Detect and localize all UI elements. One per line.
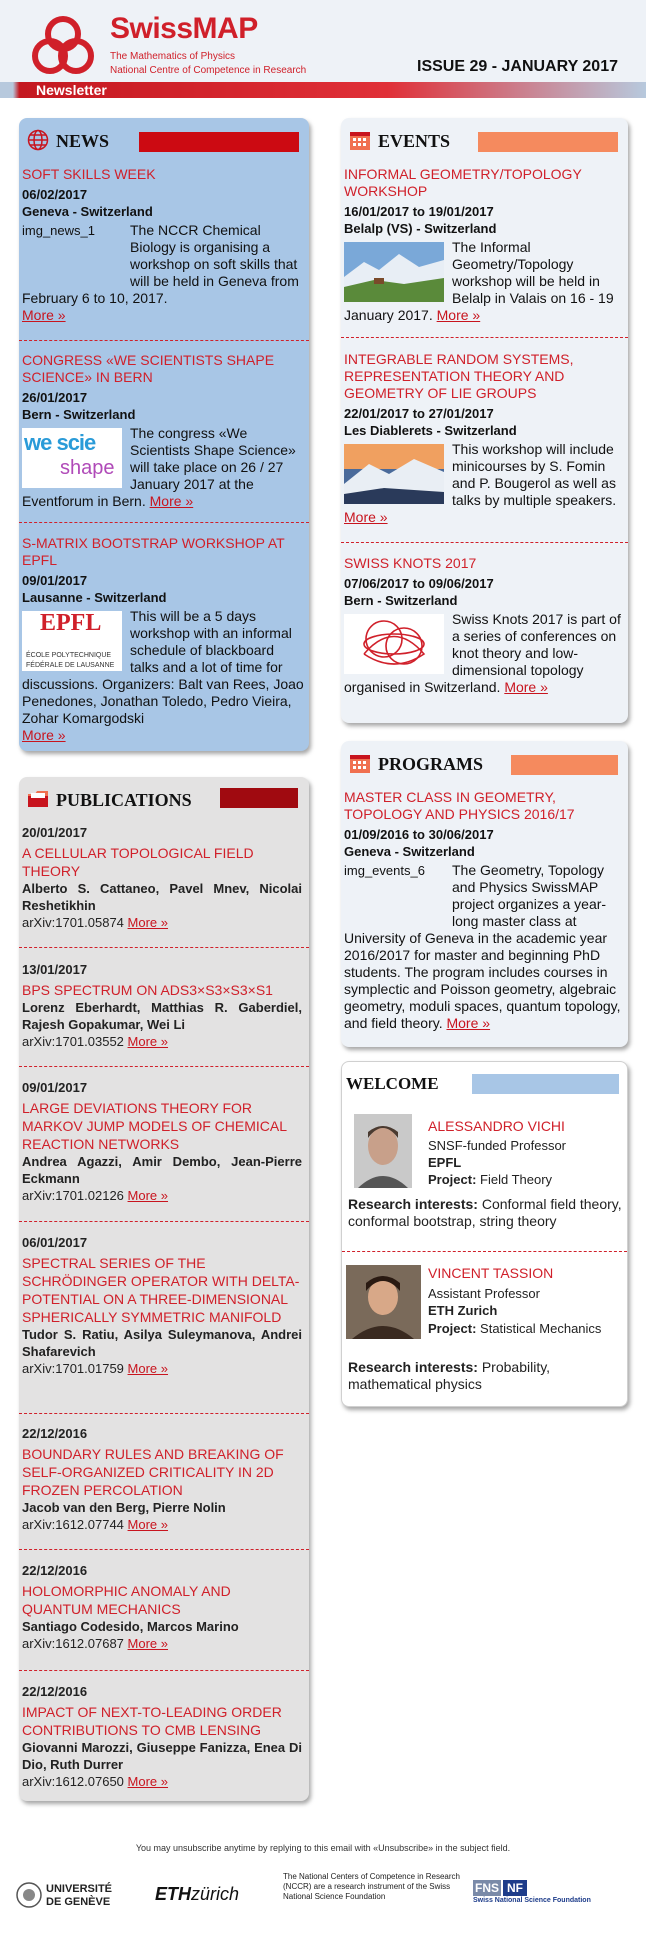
news-item-body: The congress «We Scientists Shape Science» will take place on 26 / 27 January 2017 at the Eventforum in Bern.	[22, 425, 296, 509]
events-panel	[341, 118, 628, 723]
events-title: EVENTS	[378, 131, 451, 151]
more-link[interactable]: More »	[127, 1188, 169, 1203]
news-title: NEWS	[56, 131, 110, 151]
person-role: SNSF-funded Professor	[428, 1138, 567, 1153]
brand-subtitle: The Mathematics of Physics	[110, 51, 236, 62]
event-item-location: Belalp (VS) - Switzerland	[344, 221, 497, 236]
event-date-to: 27/01/2017	[428, 406, 494, 421]
news-item-title[interactable]: S-MATRIX BOOTSTRAP WORKSHOP AT EPFL	[22, 535, 285, 568]
eth-text: ETH	[155, 1884, 191, 1904]
news-item-date: 06/02/2017	[22, 187, 88, 202]
welcome-title: WELCOME	[346, 1074, 439, 1093]
project-label: Project:	[428, 1172, 477, 1187]
program-item-location: Geneva - Switzerland	[344, 844, 475, 859]
event-date-to-word: to	[412, 406, 425, 421]
divider	[19, 340, 309, 341]
epfl-logo	[22, 611, 122, 671]
arxiv-id: arXiv:1701.03552	[22, 1034, 124, 1049]
event-item-title[interactable]: INFORMAL GEOMETRY/TOPOLOGY WORKSHOP	[344, 166, 582, 199]
person-name[interactable]: VINCENT TASSION	[428, 1265, 554, 1281]
divider	[341, 542, 628, 543]
event-item	[344, 555, 624, 696]
event-item-body: Swiss Knots 2017 is part of a series of conferences on knot theory and low-dimensional topology organised in Switzerland.	[344, 611, 621, 695]
divider	[19, 1066, 309, 1067]
mountain-photo	[344, 242, 444, 302]
nccr-note: The National Centers of Competence in Research (NCCR) are a research instrument of the Swiss National Science Foundation	[283, 1872, 460, 1901]
event-item-location: Bern - Switzerland	[344, 593, 458, 608]
event-item-body: This workshop will include minicourses by S. Fomin and P. Bougerol as well as talks by multiple speakers.	[452, 441, 617, 508]
publication-date: 20/01/2017	[22, 825, 88, 840]
news-image-placeholder: img_news_1	[22, 223, 95, 238]
event-date-to-word: to	[412, 204, 425, 219]
snsf-text: Swiss National Science Foundation	[473, 1897, 591, 1904]
calendar-icon	[349, 752, 371, 774]
news-item-body: The NCCR Chemical Biology is organising a workshop on soft skills that will be held in Geneva from February 6 to 10, 2017.	[22, 222, 299, 306]
epfl-logo-line-2: FÉDÉRALE DE LAUSANNE	[26, 662, 115, 669]
divider	[342, 1251, 627, 1252]
unige-text-1: UNIVERSITÉ	[46, 1883, 113, 1895]
arxiv-id: arXiv:1701.05874	[22, 915, 124, 930]
program-date-from: 01/09/2016	[344, 827, 410, 842]
divider	[19, 1549, 309, 1550]
news-item-location: Lausanne - Switzerland	[22, 590, 167, 605]
welcome-header-bar	[472, 1074, 619, 1094]
interests-label: Research interests:	[348, 1196, 478, 1212]
news-panel	[19, 118, 309, 751]
publications-panel	[19, 777, 309, 1801]
congress-logo-text: we scie	[24, 430, 96, 455]
news-item-body: This will be a 5 days workshop with an informal schedule of blackboard talks and a lot of time for discussions. Organizers: Balt van Rees, Joao Penedones, Jonathan Toledo, Pedro Vieira, Zohar Komargodski	[22, 608, 304, 726]
more-link[interactable]: More »	[446, 1015, 491, 1031]
news-item-date: 26/01/2017	[22, 390, 88, 405]
divider	[19, 522, 309, 523]
person-photo	[354, 1114, 412, 1188]
event-item-title[interactable]: INTEGRABLE RANDOM SYSTEMS, REPRESENTATION THEORY AND GEOMETRY OF LIE GROUPS	[344, 351, 574, 401]
more-link[interactable]: More »	[149, 493, 194, 509]
more-link[interactable]: More »	[344, 509, 388, 525]
project-label: Project:	[428, 1321, 477, 1336]
more-link[interactable]: More »	[504, 679, 548, 695]
welcome-panel	[341, 1061, 628, 1407]
publication-title[interactable]: BOUNDARY RULES AND BREAKING OF SELF-ORGANIZED CRITICALITY IN 2D FROZEN PERCOLATION	[22, 1446, 284, 1498]
news-item-title[interactable]: CONGRESS «WE SCIENTISTS SHAPE SCIENCE» IN BERN	[22, 352, 275, 385]
more-link[interactable]: More »	[436, 307, 481, 323]
unige-text-2: DE GENÈVE	[46, 1896, 111, 1908]
event-item-title[interactable]: SWISS KNOTS 2017	[344, 555, 477, 571]
publication-title[interactable]: BPS SPECTRUM ON ADS3×S3×S3×S1	[22, 982, 273, 998]
publication-title[interactable]: A CELLULAR TOPOLOGICAL FIELD THEORY	[22, 845, 254, 879]
more-link[interactable]: More »	[22, 307, 66, 323]
event-item-location: Les Diablerets - Switzerland	[344, 423, 517, 438]
publication-date: 13/01/2017	[22, 962, 88, 977]
publication-title[interactable]: SPECTRAL SERIES OF THE SCHRÖDINGER OPERATOR WITH DELTA-POTENTIAL ON A THREE-DIMENSIONAL SPHERICALLY SYMMETRIC MANIFOLD	[22, 1255, 300, 1325]
arxiv-id: arXiv:1612.07650	[22, 1774, 124, 1789]
brand-title: SwissMAP	[110, 12, 258, 45]
more-link[interactable]: More »	[127, 1034, 169, 1049]
publication-title[interactable]: IMPACT OF NEXT-TO-LEADING ORDER CONTRIBUTIONS TO CMB LENSING	[22, 1704, 282, 1738]
calendar-icon	[349, 129, 371, 151]
arxiv-id: arXiv:1701.02126	[22, 1188, 124, 1203]
person-project: Statistical Mechanics	[480, 1321, 602, 1336]
fns-text: FNS	[475, 1881, 499, 1895]
more-link[interactable]: More »	[127, 1517, 169, 1532]
event-date-to-word: to	[412, 576, 425, 591]
news-item-location: Geneva - Switzerland	[22, 204, 153, 219]
news-item-date: 09/01/2017	[22, 573, 88, 588]
publication-authors: Jacob van den Berg, Pierre Nolin	[22, 1500, 226, 1515]
publication-item	[22, 824, 302, 931]
epfl-logo-text: EPFL	[40, 610, 102, 636]
news-item	[22, 166, 306, 324]
brand-subtitle-2: National Centre of Competence in Research	[110, 65, 307, 76]
publication-date: 22/12/2016	[22, 1563, 88, 1578]
publications-title: PUBLICATIONS	[56, 790, 192, 810]
nf-text: NF	[503, 1880, 527, 1896]
events-header-bar	[478, 132, 618, 152]
eth-text-2: zürich	[191, 1884, 240, 1904]
knot-image	[344, 614, 444, 674]
globe-icon	[27, 129, 49, 151]
divider	[341, 337, 628, 338]
publication-authors: Alberto S. Cattaneo, Pavel Mnev, Nicolai Reshetikhin	[22, 881, 302, 913]
news-item	[22, 352, 306, 510]
person-role: Assistant Professor	[428, 1286, 540, 1301]
unige-logo	[16, 1880, 126, 1910]
program-item	[344, 789, 624, 1032]
newsletter-label: Newsletter	[36, 82, 107, 98]
person-institution: EPFL	[428, 1155, 462, 1170]
event-item-body: The Informal Geometry/Topology workshop will be held in Belalp in Valais on 16 - 19 January 2017.	[344, 239, 614, 323]
divider	[19, 947, 309, 948]
more-link[interactable]: More »	[22, 727, 66, 743]
divider	[19, 1413, 309, 1414]
folder-icon	[27, 788, 49, 810]
publication-authors: Giovanni Marozzi, Giuseppe Fanizza, Enea Di Dio, Ruth Durrer	[22, 1740, 302, 1772]
event-item	[344, 166, 624, 324]
publication-date: 22/12/2016	[22, 1426, 88, 1441]
person-interests: Probability, mathematical physics	[348, 1359, 551, 1392]
publication-item	[22, 1234, 302, 1377]
news-item-location: Bern - Switzerland	[22, 407, 136, 422]
swissmap-logo-icon	[30, 14, 96, 76]
publication-authors: Tudor S. Ratiu, Asilya Suleymanova, Andrei Shafarevich	[22, 1327, 302, 1359]
publication-date: 22/12/2016	[22, 1684, 88, 1699]
person-interests: Conformal field theory, conformal bootstrap, string theory	[348, 1196, 622, 1229]
event-date-from: 07/06/2017	[344, 576, 410, 591]
publication-title[interactable]: HOLOMORPHIC ANOMALY AND QUANTUM MECHANICS	[22, 1583, 231, 1617]
arxiv-id: arXiv:1612.07687	[22, 1636, 124, 1651]
publication-date: 06/01/2017	[22, 1235, 88, 1250]
event-date-from: 22/01/2017	[344, 406, 410, 421]
event-date-from: 16/01/2017	[344, 204, 410, 219]
event-date-to: 19/01/2017	[428, 204, 494, 219]
person-photo	[346, 1265, 421, 1339]
congress-logo-text-2: shape	[60, 457, 115, 479]
snsf-logo	[473, 1880, 633, 1910]
programs-header-bar	[511, 755, 618, 775]
publication-authors: Andrea Agazzi, Amir Dembo, Jean-Pierre Eckmann	[22, 1154, 302, 1186]
unsubscribe-note: You may unsubscribe anytime by replying to this email with «Unsubscribe» in the subject field.	[135, 1843, 511, 1853]
person-name[interactable]: ALESSANDRO VICHI	[428, 1118, 565, 1134]
publication-item	[22, 1562, 302, 1652]
program-image-placeholder: img_events_6	[344, 863, 425, 878]
issue-label: ISSUE 29 - JANUARY 2017	[417, 58, 618, 75]
programs-title: PROGRAMS	[378, 754, 483, 774]
person-project: Field Theory	[480, 1172, 553, 1187]
publication-item	[22, 1425, 302, 1533]
epfl-logo-line-1: ÉCOLE POLYTECHNIQUE	[26, 652, 112, 659]
more-link[interactable]: More »	[127, 1636, 169, 1651]
unige-seal-icon	[16, 1882, 42, 1908]
arxiv-id: arXiv:1612.07744	[22, 1517, 124, 1532]
program-date-to: 30/06/2017	[428, 827, 494, 842]
program-item-body: The Geometry, Topology and Physics SwissMAP project organizes a year-long master class at University of Geneva in the academic year 2016/2017 for master and beginning PhD students. The program includes courses in symplectic and Poisson geometry, algebraic geometry, moduli spaces, quantum topology, and field theory.	[344, 862, 621, 1031]
sunset-mountain-photo	[344, 444, 444, 504]
header	[0, 0, 646, 98]
divider	[19, 1670, 309, 1671]
publications-header-bar	[220, 788, 298, 808]
publication-title[interactable]: LARGE DEVIATIONS THEORY FOR MARKOV JUMP MODELS OF CHEMICAL REACTION NETWORKS	[22, 1100, 287, 1152]
event-date-to: 09/06/2017	[428, 576, 494, 591]
more-link[interactable]: More »	[127, 915, 169, 930]
arxiv-id: arXiv:1701.01759	[22, 1361, 124, 1376]
program-date-to-word: to	[412, 827, 425, 842]
publication-item	[22, 1683, 302, 1790]
news-header-bar	[139, 132, 299, 152]
more-link[interactable]: More »	[127, 1361, 169, 1376]
programs-panel	[341, 741, 628, 1047]
congress-logo	[22, 428, 122, 488]
interests-label: Research interests:	[348, 1359, 478, 1375]
divider	[19, 1221, 309, 1222]
news-item-title[interactable]: SOFT SKILLS WEEK	[22, 166, 156, 182]
publication-authors: Santiago Codesido, Marcos Marino	[22, 1619, 239, 1634]
publication-date: 09/01/2017	[22, 1080, 88, 1095]
publication-item	[22, 961, 302, 1050]
program-item-title[interactable]: MASTER CLASS IN GEOMETRY, TOPOLOGY AND PHYSICS 2016/17	[344, 789, 575, 822]
more-link[interactable]: More »	[127, 1774, 169, 1789]
eth-logo	[155, 1884, 265, 1908]
event-item	[344, 351, 624, 526]
news-item	[22, 535, 306, 744]
person-institution: ETH Zurich	[428, 1303, 498, 1318]
publication-authors: Lorenz Eberhardt, Matthias R. Gaberdiel, Rajesh Gopakumar, Wei Li	[22, 1000, 302, 1032]
publication-item	[22, 1079, 302, 1204]
